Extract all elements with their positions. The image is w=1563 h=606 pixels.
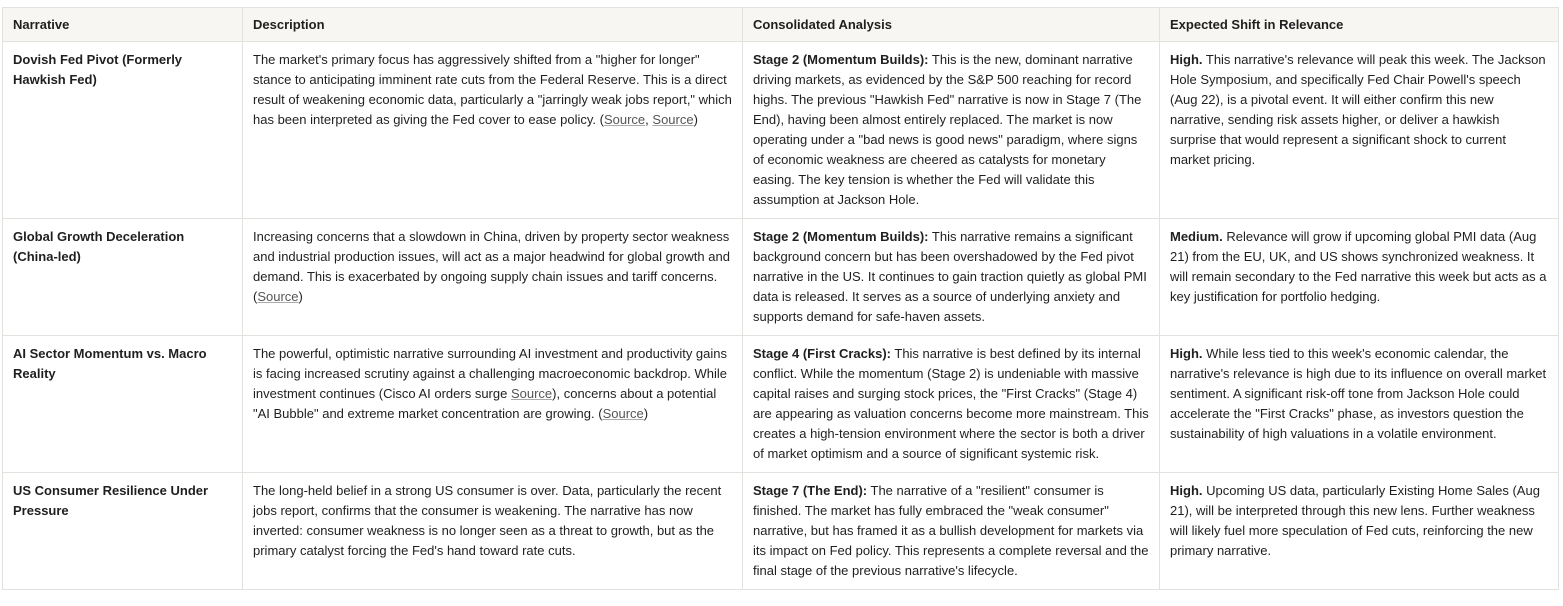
header-narrative: Narrative <box>3 8 243 42</box>
analysis-cell <box>743 219 1160 336</box>
table-row <box>3 473 1559 590</box>
header-description: Description <box>243 8 743 42</box>
narrative-table <box>2 7 1559 590</box>
table-row <box>3 42 1559 219</box>
description-cell <box>243 42 743 219</box>
relevance-level: High. <box>1170 52 1203 67</box>
narrative-cell: Global Growth Deceleration (China-led) <box>3 219 243 336</box>
description-text: The market's primary focus has aggressively shifted from a "higher for longer" stance to anticipating imminent rate cuts from the Federal Reserve. This is a direct result of weakening economic data, particularly a "jarringly weak jobs report," which has been interpreted as giving the Fed cover to ease policy. ( <box>253 52 732 127</box>
source-link[interactable]: Source <box>602 406 644 421</box>
description-cell <box>243 336 743 473</box>
relevance-cell <box>1160 336 1559 473</box>
relevance-text: Relevance will grow if upcoming global PMI data (Aug 21) from the EU, UK, and US shows synchronized weakness. It will remain secondary to the Fed narrative this week but acts as a key justification for portfolio hedging. <box>1170 229 1547 304</box>
relevance-text: While less tied to this week's economic calendar, the narrative's relevance is high due to its influence on overall market sentiment. A significant risk-off tone from Jackson Hole could accelerate the "First Cracks" phase, as investors question the sustainability of high valuations in a volatile environment. <box>1170 346 1547 441</box>
analysis-text: The narrative of a "resilient" consumer is finished. The market has fully embraced the "weak consumer" narrative, but has framed it as a bullish development for markets via its impact on Fed policy. This represents a complete reversal and the final stage of the previous narrative's lifecycle. <box>753 483 1149 578</box>
source-link[interactable]: Source <box>257 289 299 304</box>
relevance-text: Upcoming US data, particularly Existing Home Sales (Aug 21), will be interpreted through this new lens. Further weakness will likely fuel more speculation of Fed cuts, reinforcing the new primary narrative. <box>1170 483 1540 558</box>
source-link[interactable]: Source <box>603 112 646 127</box>
analysis-cell <box>743 336 1160 473</box>
table-row <box>3 219 1559 336</box>
table-row <box>3 336 1559 473</box>
analysis-cell <box>743 473 1160 590</box>
description-cell <box>243 219 743 336</box>
relevance-level: High. <box>1170 346 1203 361</box>
narrative-cell: Dovish Fed Pivot (Formerly Hawkish Fed) <box>3 42 243 219</box>
source-link[interactable]: Source <box>510 386 553 401</box>
header-expected-shift: Expected Shift in Relevance <box>1160 8 1559 42</box>
relevance-text: This narrative's relevance will peak this week. The Jackson Hole Symposium, and specifically Fed Chair Powell's speech (Aug 22), is a pivotal event. It will either confirm this new narrative, sending risk assets higher, or deliver a hawkish surprise that would represent a significant shock to current market pricing. <box>1170 52 1546 167</box>
header-consolidated-analysis: Consolidated Analysis <box>743 8 1160 42</box>
description-text: The powerful, optimistic narrative surrounding AI investment and productivity gains is facing increased scrutiny against a challenging macroeconomic backdrop. While investment continues (Cisco AI orders surge <box>253 346 728 401</box>
description-text: ), concerns about a potential "AI Bubble" and extreme market concentration are growing. ( <box>253 386 717 421</box>
description-cell <box>243 473 743 590</box>
analysis-cell <box>743 42 1160 219</box>
description-text: ) <box>693 112 698 127</box>
analysis-text: This is the new, dominant narrative driving markets, as evidenced by the S&P 500 reaching for record highs. The previous "Hawkish Fed" narrative is now in Stage 7 (The End), having been almost entirely replaced. The market is now operating under a "bad news is good news" paradigm, where signs of economic weakness are cheered as catalysts for monetary easing. The key tension is whether the Fed will validate this assumption at Jackson Hole. <box>753 52 1142 207</box>
relevance-cell <box>1160 42 1559 219</box>
stage-label: Stage 4 (First Cracks): <box>753 346 891 361</box>
source-link[interactable]: Source <box>652 112 694 127</box>
description-text: Increasing concerns that a slowdown in China, driven by property sector weakness and industrial production issues, will act as a major headwind for global growth and demand. This is exacerbated by ongoing supply chain issues and tariff concerns. ( <box>253 229 730 304</box>
relevance-cell <box>1160 473 1559 590</box>
relevance-level: Medium. <box>1170 229 1223 244</box>
stage-label: Stage 2 (Momentum Builds): <box>753 229 929 244</box>
stage-label: Stage 2 (Momentum Builds): <box>753 52 929 67</box>
relevance-level: High. <box>1170 483 1203 498</box>
analysis-text: This narrative is best defined by its internal conflict. While the momentum (Stage 2) is undeniable with massive capital raises and surging stock prices, the "First Cracks" (Stage 4) are appearing as valuation concerns become more mainstream. This creates a high-tension environment where the sector is both a driver of market optimism and a source of significant systemic risk. <box>753 346 1149 461</box>
relevance-cell <box>1160 219 1559 336</box>
description-text: , <box>645 112 653 127</box>
description-text: ) <box>643 406 649 421</box>
description-text: The long-held belief in a strong US consumer is over. Data, particularly the recent jobs report, confirms that the consumer is weakening. The narrative has now inverted: consumer weakness is no longer seen as a threat to growth, but as the primary catalyst forcing the Fed's hand toward rate cuts. <box>253 483 722 558</box>
narrative-cell: US Consumer Resilience Under Pressure <box>3 473 243 590</box>
narrative-cell: AI Sector Momentum vs. Macro Reality <box>3 336 243 473</box>
table-header-row <box>3 8 1559 42</box>
description-text: ) <box>298 289 303 304</box>
stage-label: Stage 7 (The End): <box>753 483 868 498</box>
analysis-text: This narrative remains a significant background concern but has been overshadowed by the Fed pivot narrative in the US. It continues to gain traction quietly as global PMI data is released. It serves as a source of underlying anxiety and supports demand for safe-haven assets. <box>753 229 1147 324</box>
